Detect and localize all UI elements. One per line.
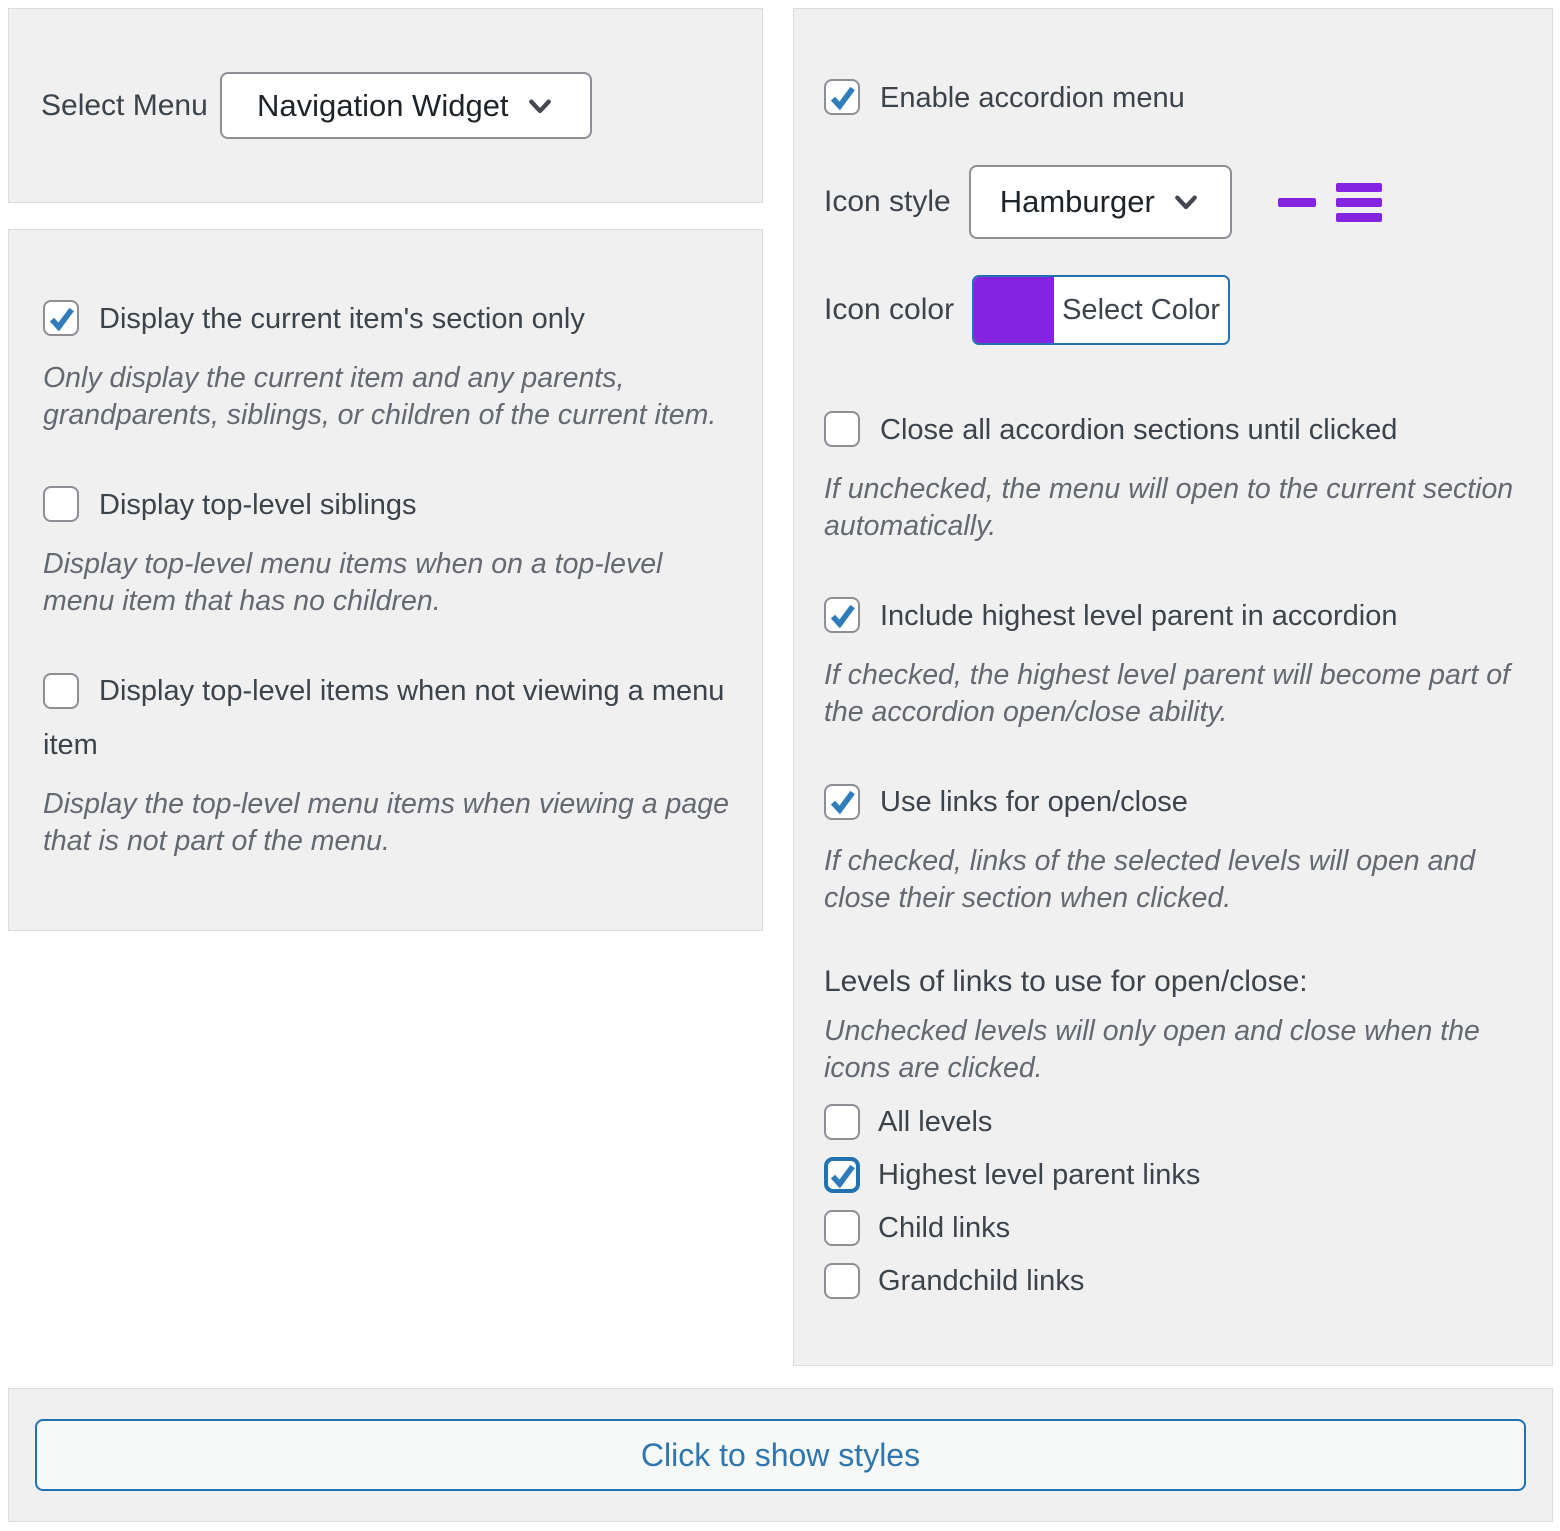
show-styles-button[interactable]: Click to show styles — [35, 1419, 1526, 1491]
level-grandchild-links[interactable] — [824, 1263, 1518, 1299]
option-description: Display the top-level menu items when viewing a page that is not part of the menu. — [43, 788, 729, 858]
option-current-section-only — [43, 292, 732, 434]
check-icon — [48, 305, 75, 332]
icon-style-row — [824, 165, 1518, 239]
checkbox-label: Enable accordion menu — [880, 82, 1185, 114]
chevron-down-icon — [1171, 187, 1201, 217]
levels-heading: Levels of links to use for open/close: — [824, 965, 1308, 999]
checkbox-label: Display top-level items when not viewing a menu item — [43, 675, 725, 762]
checkbox-label: Close all accordion sections until clicked — [880, 414, 1398, 446]
menu-select[interactable] — [220, 72, 592, 139]
hamburger-icon — [1336, 183, 1382, 222]
chevron-down-icon — [525, 91, 555, 121]
level-child-links[interactable] — [824, 1210, 1518, 1246]
checkbox[interactable] — [824, 79, 860, 115]
display-options-panel — [8, 229, 763, 931]
check-icon — [829, 1162, 856, 1189]
levels-list — [824, 1104, 1518, 1299]
checkbox-row[interactable] — [43, 664, 732, 772]
checkbox[interactable] — [43, 673, 79, 709]
enable-accordion-row[interactable] — [824, 71, 1518, 125]
checkbox-label: Child links — [878, 1212, 1011, 1245]
checkbox-row[interactable] — [824, 403, 1518, 457]
checkbox[interactable] — [824, 597, 860, 633]
checkbox[interactable] — [43, 486, 79, 522]
level-all-levels[interactable] — [824, 1104, 1518, 1140]
checkbox-label: Display the current item's section only — [99, 303, 585, 335]
option-use-links-open-close — [824, 775, 1518, 917]
menu-select-value: Navigation Widget — [256, 87, 509, 123]
icon-style-select[interactable] — [969, 165, 1232, 239]
option-description: If checked, links of the selected levels will open and close their section when clicked. — [824, 845, 1476, 915]
checkbox-label: Grandchild links — [878, 1265, 1085, 1298]
level-highest-parent-links[interactable] — [824, 1157, 1518, 1193]
checkbox[interactable] — [43, 300, 79, 336]
checkbox-label: Display top-level siblings — [99, 489, 417, 522]
option-top-level-siblings — [43, 478, 732, 620]
check-icon — [829, 602, 856, 629]
checkbox[interactable] — [824, 1263, 860, 1299]
checkbox-label: Use links for open/close — [880, 786, 1188, 819]
check-icon — [829, 84, 856, 111]
select-menu-panel — [8, 8, 763, 203]
option-top-level-items-not-viewing — [43, 664, 732, 860]
checkbox[interactable] — [824, 1157, 860, 1193]
option-description: Display top-level menu items when on a top-level menu item that has no children. — [43, 548, 663, 618]
checkbox-row[interactable] — [824, 589, 1518, 643]
icon-color-label: Icon color — [824, 293, 955, 326]
checkbox[interactable] — [824, 411, 860, 447]
icon-style-label: Icon style — [824, 185, 951, 218]
checkbox[interactable] — [824, 784, 860, 820]
checkbox-label: Highest level parent links — [878, 1159, 1201, 1192]
checkbox[interactable] — [824, 1104, 860, 1140]
color-swatch — [974, 277, 1054, 343]
checkbox-row[interactable] — [824, 775, 1518, 829]
accordion-settings-panel — [793, 8, 1553, 1366]
minus-icon — [1278, 198, 1316, 207]
select-menu-label: Select Menu — [41, 88, 208, 122]
icon-style-value: Hamburger — [999, 184, 1155, 219]
check-icon — [829, 788, 856, 815]
option-include-highest-parent — [824, 589, 1518, 731]
left-column — [8, 8, 763, 931]
select-color-label: Select Color — [1054, 277, 1228, 343]
checkbox[interactable] — [824, 1210, 860, 1246]
option-description: If checked, the highest level parent will become part of the accordion open/close ability. — [824, 659, 1510, 729]
checkbox-label: All levels — [878, 1106, 993, 1139]
levels-description: Unchecked levels will only open and close when the icons are clicked. — [824, 1015, 1480, 1085]
option-close-all-sections — [824, 403, 1518, 545]
icon-color-row — [824, 275, 1518, 345]
footer-bar — [8, 1388, 1553, 1522]
checkbox-label: Include highest level parent in accordion — [880, 600, 1398, 633]
option-description: Only display the current item and any parents, grandparents, siblings, or children of the current item. — [43, 362, 717, 432]
right-column — [793, 8, 1553, 1366]
option-description: If unchecked, the menu will open to the current section automatically. — [824, 473, 1514, 543]
checkbox-row[interactable] — [43, 478, 732, 532]
select-color-button[interactable] — [972, 275, 1230, 345]
checkbox-row[interactable] — [43, 292, 732, 346]
